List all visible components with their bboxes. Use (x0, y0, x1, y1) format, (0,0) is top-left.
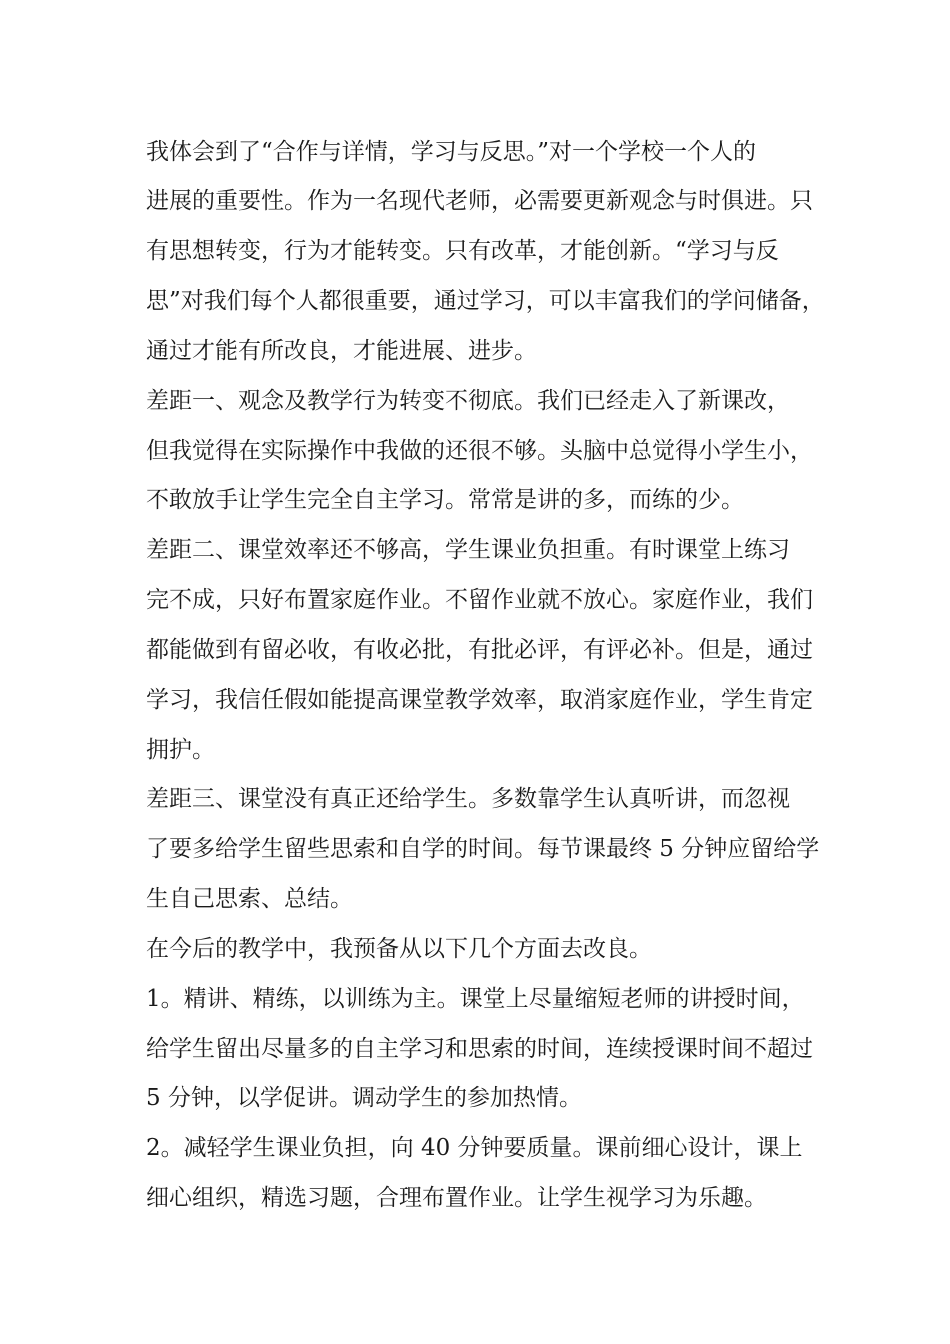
paragraph-3-line-4: 学习，我信任假如能提高课堂教学效率，取消家庭作业，学生肯定 (146, 687, 813, 713)
paragraph-7-line-1: 2。减轻学生课业负担，向 40 分钟要质量。课前细心设计，课上 (146, 1135, 803, 1161)
paragraph-7-line-2: 细心组织，精选习题，合理布置作业。让学生视学习为乐趣。 (146, 1185, 767, 1211)
paragraph-3-line-3: 都能做到有留必收，有收必批，有批必评，有评必补。但是，通过 (146, 637, 813, 663)
paragraph-5-line-1: 在今后的教学中，我预备从以下几个方面去改良。 (146, 936, 652, 962)
paragraph-6-line-1: 1。精讲、精练，以训练为主。课堂上尽量缩短老师的讲授时间， (146, 986, 805, 1012)
paragraph-2-line-2: 但我觉得在实际操作中我做的还很不够。头脑中总觉得小学生小， (146, 438, 813, 464)
paragraph-3-line-5: 拥护。 (146, 737, 215, 763)
paragraph-2-line-1: 差距一、观念及教学行为转变不彻底。我们已经走入了新课改， (146, 388, 790, 414)
paragraph-3-line-1: 差距二、课堂效率还不够高，学生课业负担重。有时课堂上练习 (146, 537, 790, 563)
paragraph-2-line-3: 不敢放手让学生完全自主学习。常常是讲的多，而练的少。 (146, 487, 744, 513)
paragraph-4-line-3: 生自己思索、总结。 (146, 886, 353, 912)
paragraph-1-line-3: 有思想转变，行为才能转变。只有改革，才能创新。“学习与反 (146, 238, 779, 264)
paragraph-1-line-4: 思”对我们每个人都很重要，通过学习，可以丰富我们的学问储备， (146, 288, 825, 314)
paragraph-4-line-2: 了要多给学生留些思索和自学的时间。每节课最终 5 分钟应留给学 (146, 836, 820, 862)
paragraph-6-line-2: 给学生留出尽量多的自主学习和思索的时间，连续授课时间不超过 (146, 1036, 813, 1062)
paragraph-6-line-3: 5 分钟，以学促讲。调动学生的参加热情。 (146, 1085, 582, 1111)
paragraph-1-line-5: 通过才能有所改良，才能进展、进步。 (146, 338, 537, 364)
paragraph-4-line-1: 差距三、课堂没有真正还给学生。多数靠学生认真听讲，而忽视 (146, 786, 790, 812)
paragraph-1-line-2: 进展的重要性。作为一名现代老师，必需要更新观念与时俱进。只 (146, 188, 813, 214)
paragraph-1-line-1: 我体会到了“合作与详情，学习与反思。”对一个学校一个人的 (146, 139, 757, 165)
paragraph-3-line-2: 完不成，只好布置家庭作业。不留作业就不放心。家庭作业，我们 (146, 587, 813, 613)
